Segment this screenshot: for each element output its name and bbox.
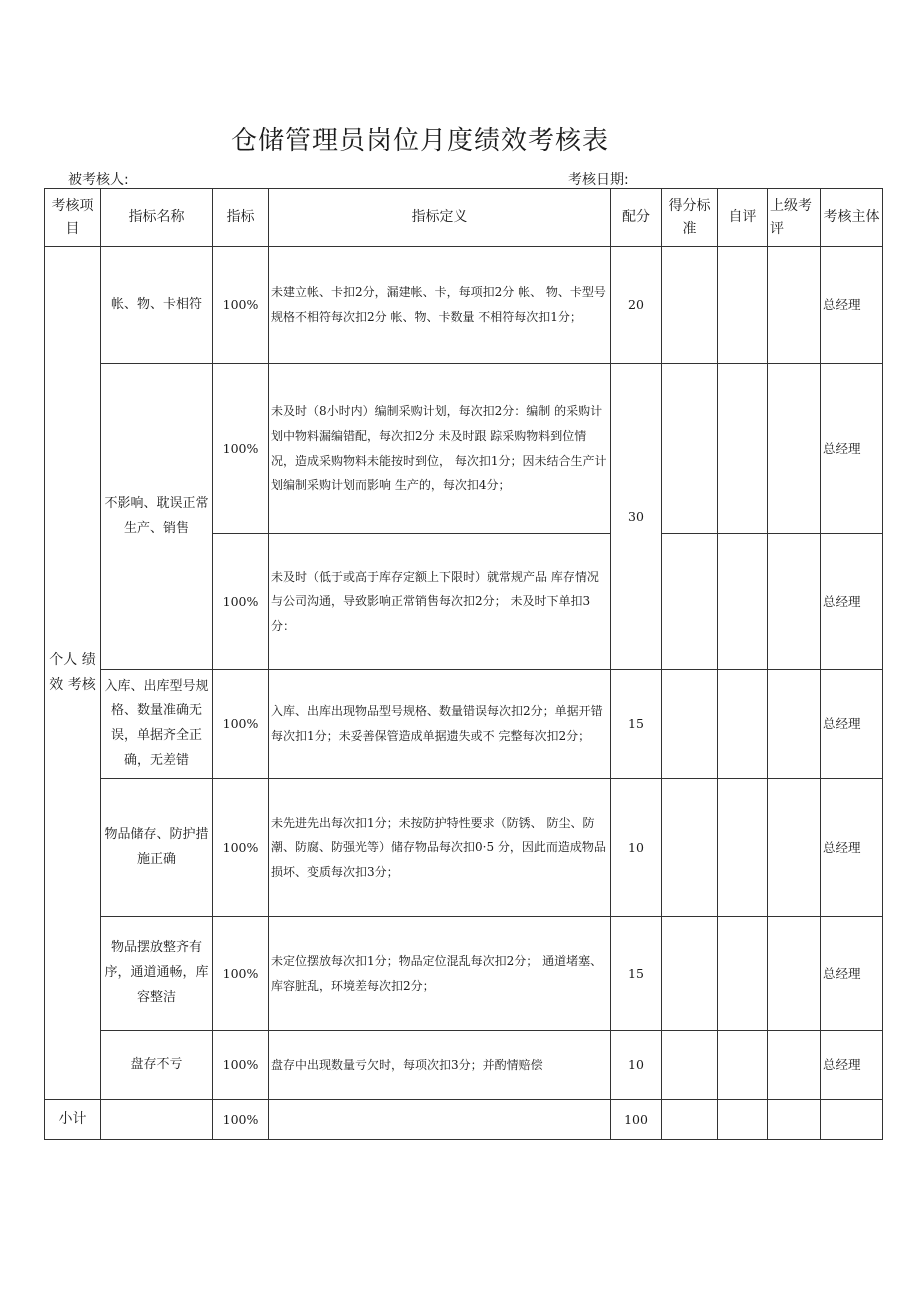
header-subject: 考核主体	[821, 189, 883, 247]
scoring-cell[interactable]	[662, 1031, 718, 1100]
indicator-points: 15	[611, 917, 662, 1031]
indicator-definition: 未及时（8小时内）编制采购计划，每次扣2分：编制 的采购计划中物料漏编错配，每次扣2分 未及时跟 踪采购物料到位情况，造成采购物料未能按时到位， 每次扣1分；因未结合生产计划编制采购计划而影响 生产的，每次扣4分；	[269, 364, 611, 534]
indicator-pct: 100%	[213, 917, 269, 1031]
indicator-points: 20	[611, 247, 662, 364]
header-superior: 上级考评	[768, 189, 821, 247]
indicator-points: 30	[611, 364, 662, 670]
indicator-definition: 入库、出库出现物品型号规格、数量错误每次扣2分；单据开错每次扣1分；未妥善保管造成单据遗失或不 完整每次扣2分；	[269, 670, 611, 779]
subtotal-points: 100	[611, 1100, 662, 1140]
header-name: 指标名称	[101, 189, 213, 247]
table-row	[45, 364, 883, 534]
indicator-name: 盘存不亏	[101, 1031, 213, 1100]
indicator-subject: 总经理	[821, 779, 883, 917]
self-eval-cell[interactable]	[718, 779, 768, 917]
header-definition: 指标定义	[269, 189, 611, 247]
table-row	[45, 1031, 883, 1100]
header-points: 配分	[611, 189, 662, 247]
self-eval-cell[interactable]	[718, 1100, 768, 1140]
header-scoring: 得分标准	[662, 189, 718, 247]
indicator-name: 不影响、耽误正常生产、销售	[101, 364, 213, 670]
superior-eval-cell[interactable]	[768, 364, 821, 534]
self-eval-cell[interactable]	[718, 534, 768, 670]
header-indicator: 指标	[213, 189, 269, 247]
superior-eval-cell[interactable]	[768, 534, 821, 670]
superior-eval-cell[interactable]	[768, 1031, 821, 1100]
superior-eval-cell[interactable]	[768, 779, 821, 917]
subtotal-name-cell	[101, 1100, 213, 1140]
category-cell: 个人 绩效 考核	[45, 247, 101, 1100]
indicator-subject: 总经理	[821, 534, 883, 670]
header-self: 自评	[718, 189, 768, 247]
indicator-points: 15	[611, 670, 662, 779]
indicator-pct: 100%	[213, 670, 269, 779]
table-row	[45, 670, 883, 779]
superior-eval-cell[interactable]	[768, 917, 821, 1031]
indicator-pct: 100%	[213, 779, 269, 917]
indicator-subject: 总经理	[821, 917, 883, 1031]
scoring-cell[interactable]	[662, 670, 718, 779]
indicator-subject: 总经理	[821, 670, 883, 779]
indicator-pct: 100%	[213, 364, 269, 534]
subtotal-row	[45, 1100, 883, 1140]
table-row	[45, 917, 883, 1031]
self-eval-cell[interactable]	[718, 670, 768, 779]
date-label: 考核日期:	[568, 172, 629, 188]
self-eval-cell[interactable]	[718, 247, 768, 364]
indicator-subject: 总经理	[821, 1031, 883, 1100]
header-row	[45, 189, 883, 247]
indicator-name: 物品摆放整齐有序，通道通畅，库容整洁	[101, 917, 213, 1031]
scoring-cell[interactable]	[662, 917, 718, 1031]
scoring-cell[interactable]	[662, 364, 718, 534]
indicator-points: 10	[611, 779, 662, 917]
indicator-subject: 总经理	[821, 247, 883, 364]
table-row	[45, 779, 883, 917]
indicator-points: 10	[611, 1031, 662, 1100]
indicator-subject: 总经理	[821, 364, 883, 534]
indicator-name: 入库、出库型号规格、数量准确无误，单据齐全正确，无差错	[101, 670, 213, 779]
subtotal-pct: 100%	[213, 1100, 269, 1140]
superior-eval-cell[interactable]	[768, 670, 821, 779]
indicator-name: 帐、物、卡相符	[101, 247, 213, 364]
scoring-cell[interactable]	[662, 534, 718, 670]
subtotal-subject-cell	[821, 1100, 883, 1140]
scoring-cell[interactable]	[662, 247, 718, 364]
indicator-definition: 盘存中出现数量亏欠时，每项次扣3分；并酌情赔偿	[269, 1031, 611, 1100]
indicator-definition: 未定位摆放每次扣1分；物品定位混乱每次扣2分； 通道堵塞、库容脏乱，环境差每次扣2分；	[269, 917, 611, 1031]
scoring-cell[interactable]	[662, 1100, 718, 1140]
appraisal-table	[44, 188, 883, 1140]
indicator-pct: 100%	[213, 534, 269, 670]
superior-eval-cell[interactable]	[768, 247, 821, 364]
indicator-pct: 100%	[213, 247, 269, 364]
page-title: 仓储管理员岗位月度绩效考核表	[230, 126, 609, 156]
indicator-definition: 未建立帐、卡扣2分，漏建帐、卡，每项扣2分 帐、 物、卡型号规格不相符每次扣2分 帐、物、卡数量 不相符每次扣1分；	[269, 247, 611, 364]
table-row	[45, 247, 883, 364]
header-item: 考核项目	[45, 189, 101, 247]
self-eval-cell[interactable]	[718, 364, 768, 534]
indicator-definition: 未先进先出每次扣1分；未按防护特性要求（防锈、 防尘、防潮、防腐、防强光等）储存物品每次扣0·5 分，因此而造成物品损坏、变质每次扣3分；	[269, 779, 611, 917]
self-eval-cell[interactable]	[718, 1031, 768, 1100]
scoring-cell[interactable]	[662, 779, 718, 917]
superior-eval-cell[interactable]	[768, 1100, 821, 1140]
indicator-name: 物品储存、防护措施正确	[101, 779, 213, 917]
indicator-definition: 未及时（低于或高于库存定额上下限时）就常规产品 库存情况与公司沟通，导致影响正常销售每次扣2分； 未及时下单扣3分：	[269, 534, 611, 670]
evaluatee-label: 被考核人:	[68, 172, 129, 188]
self-eval-cell[interactable]	[718, 917, 768, 1031]
subtotal-label: 小计	[45, 1100, 101, 1140]
subtotal-definition-cell	[269, 1100, 611, 1140]
indicator-pct: 100%	[213, 1031, 269, 1100]
